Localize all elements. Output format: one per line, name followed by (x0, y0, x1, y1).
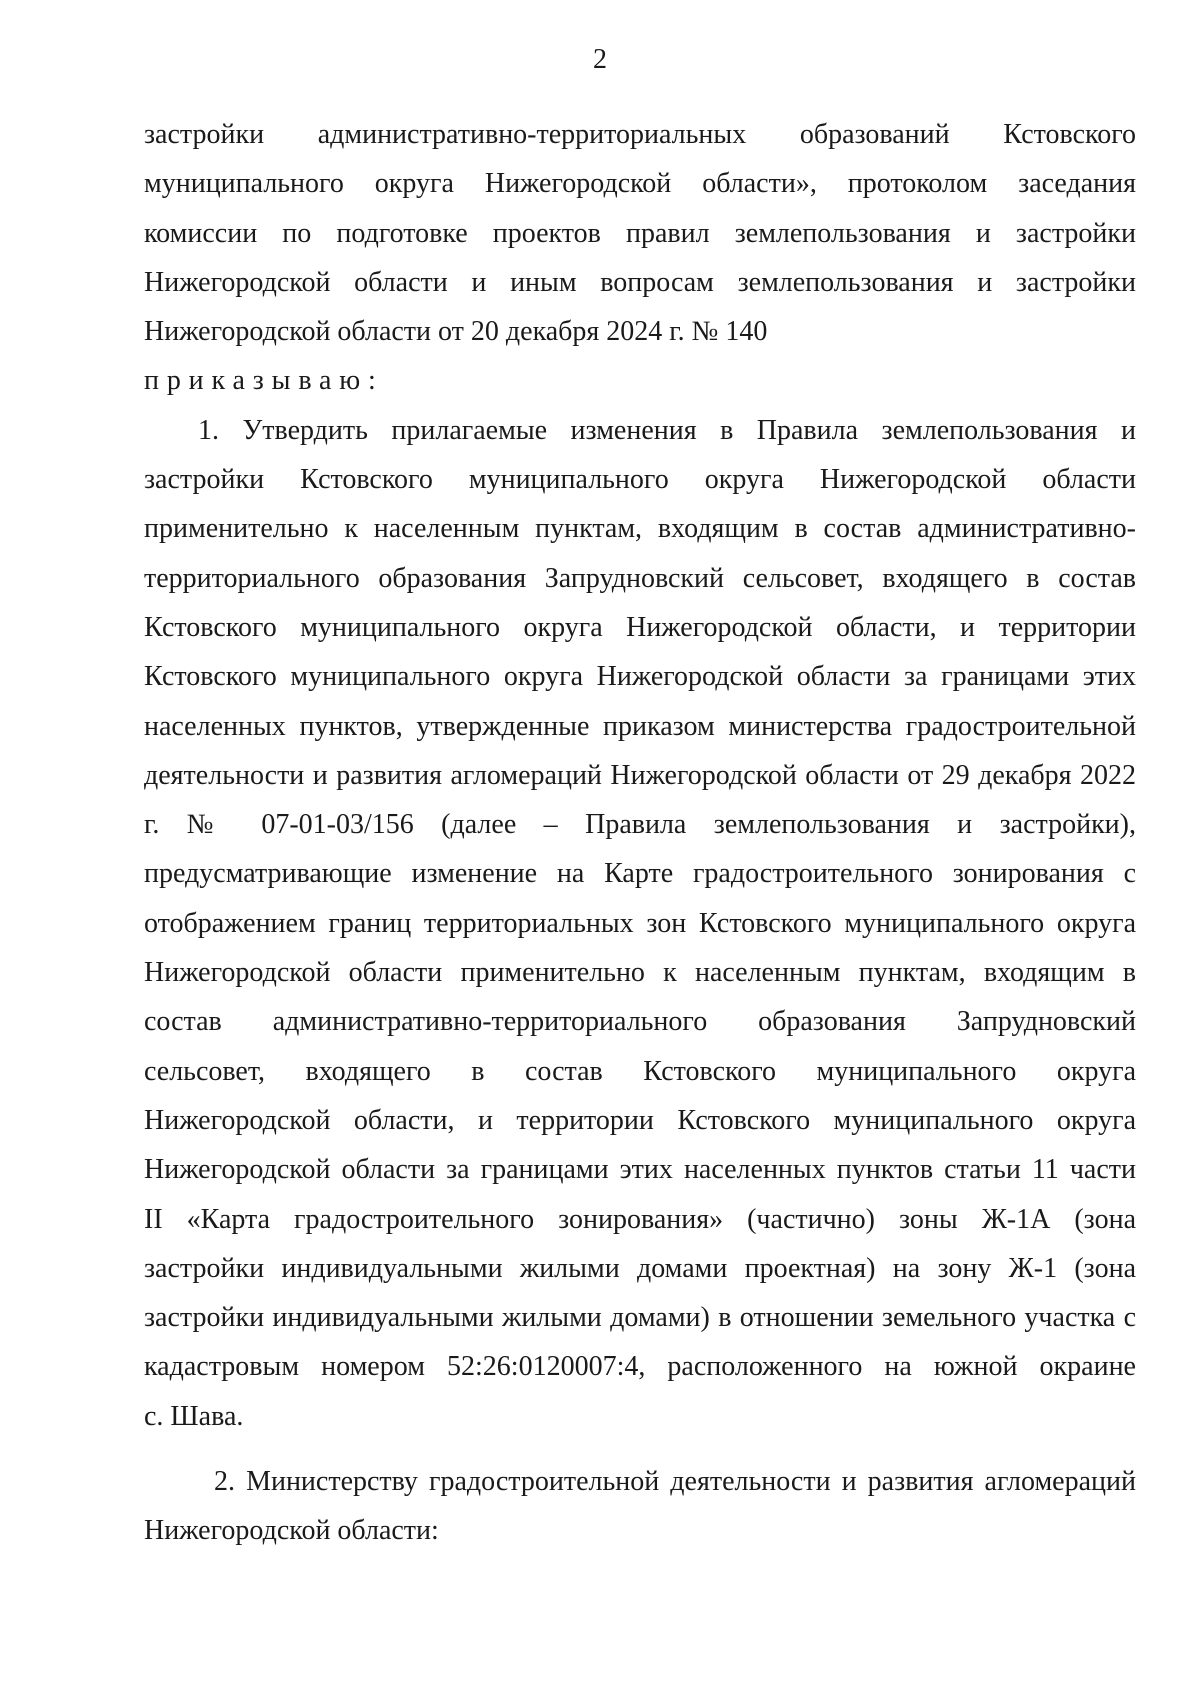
text-line: с. Шава. (144, 1400, 244, 1432)
text-line: Нижегородской области: (144, 1515, 439, 1547)
paragraph-item-1 (144, 406, 1136, 1441)
page-number: 2 (593, 44, 607, 75)
text-line: 2. Министерству градостроительной деятельности и развития агломераций (214, 1466, 1136, 1498)
text-line: II «Карта градостроительного зонирования» (частично) зоны Ж-1А (зона (144, 1203, 1136, 1235)
text-line: применительно к населенным пунктам, входящим в состав административно- (144, 513, 1136, 545)
text-line: г. № 07-01-03/156 (далее – Правила землепользования и застройки), (144, 809, 1136, 841)
text-line: населенных пунктов, утвержденные приказом министерства градостроительной (144, 710, 1136, 742)
text-line: 1. Утвердить прилагаемые изменения в Правила землепользования и (198, 414, 1136, 446)
text-line: комиссии по подготовке проектов правил землепользования и застройки (144, 217, 1136, 249)
text-line: сельсовет, входящего в состав Кстовского муниципального округа (144, 1055, 1136, 1087)
text-line: застройки административно-территориальных образований Кстовского (144, 119, 1136, 150)
text-line: муниципального округа Нижегородской области», протоколом заседания (144, 168, 1136, 200)
text-line: отображением границ территориальных зон Кстовского муниципального округа (144, 907, 1136, 939)
paragraph-item-2 (144, 1457, 1136, 1556)
text-line: Кстовского муниципального округа Нижегородской области, и территории (144, 611, 1136, 643)
order-word: приказываю: (144, 365, 384, 397)
text-line: кадастровым номером 52:26:0120007:4, расположенного на южной окраине (144, 1351, 1136, 1383)
text-line: Кстовского муниципального округа Нижегородской области за границами этих (144, 661, 1136, 693)
text-line: Нижегородской области за границами этих населенных пунктов статьи 11 части (144, 1154, 1136, 1186)
text-line: деятельности и развития агломераций Нижегородской области от 29 декабря 2022 (144, 759, 1136, 791)
text-line: состав административно-территориального образования Запрудновский (144, 1006, 1136, 1038)
text-line: Нижегородской области, и территории Кстовского муниципального округа (144, 1104, 1136, 1136)
paragraph-preamble-continuation (144, 110, 1136, 356)
text-line: территориального образования Запрудновский сельсовет, входящего в состав (144, 562, 1136, 594)
text-line: Нижегородской области применительно к населенным пунктам, входящим в (144, 957, 1136, 989)
text-line: застройки Кстовского муниципального округа Нижегородской области (144, 464, 1136, 496)
text-line: застройки индивидуальными жилыми домами) в отношении земельного участка с (144, 1302, 1136, 1334)
paragraph-order-word (144, 356, 1136, 405)
paragraph-spacer (144, 1441, 1136, 1457)
text-line: Нижегородской области от 20 декабря 2024 г. № 140 (144, 316, 768, 348)
text-line: Нижегородской области и иным вопросам землепользования и застройки (144, 266, 1136, 298)
document-body (144, 110, 1136, 1556)
text-line: застройки индивидуальными жилыми домами проектная) на зону Ж-1 (зона (144, 1252, 1136, 1284)
text-line: предусматривающие изменение на Карте градостроительного зонирования с (144, 858, 1136, 890)
